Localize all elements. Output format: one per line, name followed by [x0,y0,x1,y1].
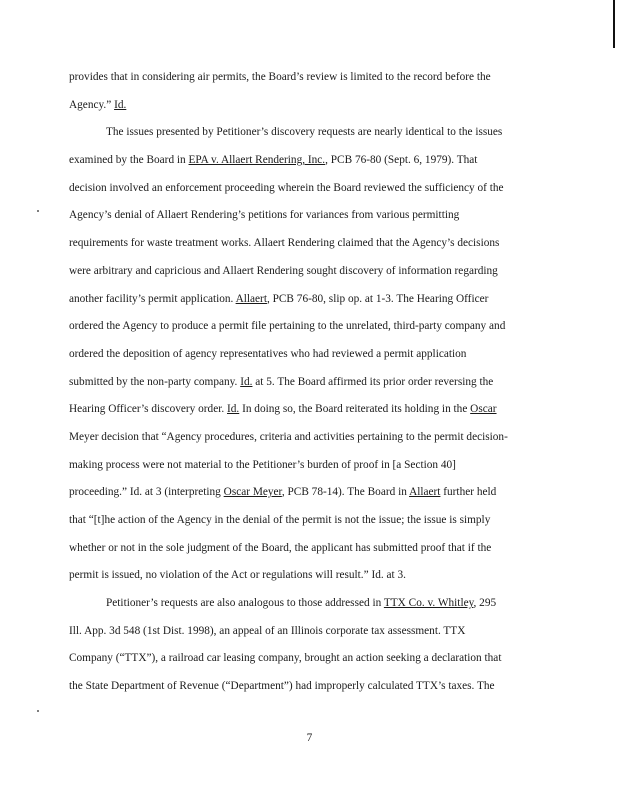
text-line: that “[t]he action of the Agency in the denial of the permit is not the issue; the issue is simply [69,514,491,526]
citation-id: Id. [114,98,127,111]
text-line: provides that in considering air permits, the Board’s review is limited to the record before the [69,71,491,83]
text-line: Meyer decision that “Agency procedures, criteria and activities pertaining to the permit decision- [69,430,508,443]
citation-oscar-meyer: Oscar Meyer [223,486,282,499]
text-line: whether or not in the sole judgment of the Board, the applicant has submitted proof that if the [69,541,492,554]
citation-allaert-case: EPA v. Allaert Rendering, Inc. [188,154,326,167]
page-edge-mark [613,0,615,48]
citation-oscar: Oscar [470,403,497,416]
text-line: permit is issued, no violation of the Act or regulations will result.” Id. at 3. [69,569,406,582]
text-line: were arbitrary and capricious and Allaert Rendering sought discovery of information regarding [69,264,498,277]
citation-allaert: Allaert [409,486,441,499]
text-line: examined by the Board in EPA v. Allaert Rendering, Inc., PCB 76-80 (Sept. 6, 1979). That [69,154,478,167]
scan-speck [37,210,39,212]
scan-speck [37,710,39,712]
text-line: proceeding.” Id. at 3 (interpreting Oscar Meyer, PCB 78-14). The Board in Allaert further held [69,486,497,499]
text-line: the State Department of Revenue (“Department”) had improperly calculated TTX’s taxes. The [69,680,495,693]
text-line: requirements for waste treatment works. Allaert Rendering claimed that the Agency’s decisions [69,237,500,250]
paragraph-start: The issues presented by Petitioner’s discovery requests are nearly identical to the issues [106,126,503,139]
text-line: ordered the Agency to produce a permit file pertaining to the unrelated, third-party company and [69,320,506,333]
text-line: decision involved an enforcement proceeding wherein the Board reviewed the sufficiency of the [69,181,504,194]
text-line: Agency’s denial of Allaert Rendering’s petitions for variances from various permitting [69,209,460,222]
page-number: 7 [306,732,313,744]
citation-id: Id. [227,403,240,416]
citation-id: Id. [240,375,253,388]
text-line: submitted by the non-party company. Id. at 5. The Board affirmed its prior order reversing the [69,375,494,388]
citation-allaert: Allaert [235,292,267,305]
text-line: Agency.” Id. [69,98,127,111]
text-line: Hearing Officer’s discovery order. Id. In doing so, the Board reiterated its holding in the Oscar [69,403,497,416]
body-text [69,64,539,701]
text-line: Company (“TTX”), a railroad car leasing company, brought an action seeking a declaration that [69,652,502,665]
citation-ttx-case: TTX Co. v. Whitley [383,597,474,610]
text-line: making process were not material to the Petitioner’s burden of proof in [a Section 40] [69,458,456,471]
paragraph-start: Petitioner’s requests are also analogous to those addressed in TTX Co. v. Whitley, 295 [106,597,497,610]
text-line: ordered the deposition of agency representatives who had reviewed a permit application [69,347,467,360]
text-line: another facility’s permit application. Allaert, PCB 76-80, slip op. at 1-3. The Hearing Officer [69,292,489,305]
text-line: Ill. App. 3d 548 (1st Dist. 1998), an appeal of an Illinois corporate tax assessment. TTX [69,624,466,637]
